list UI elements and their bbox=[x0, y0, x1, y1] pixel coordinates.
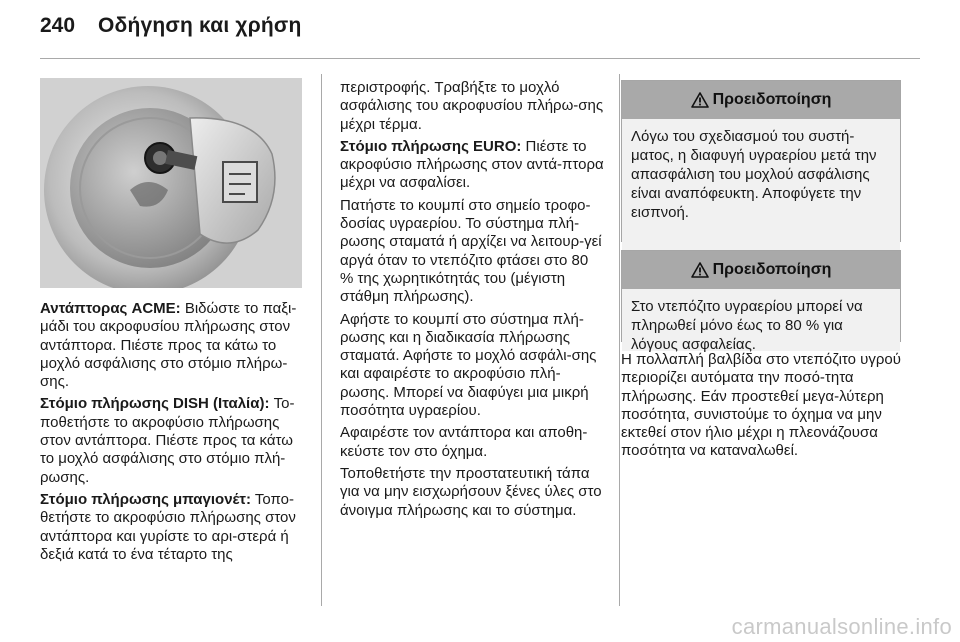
warning-box bbox=[621, 250, 901, 353]
column-3 bbox=[621, 351, 901, 465]
column-divider bbox=[321, 74, 322, 606]
warning-box bbox=[621, 80, 901, 242]
paragraph: Αφαιρέστε τον αντάπτορα και αποθη-κεύστε τον στο όχημα. bbox=[340, 424, 588, 460]
paragraph: περιστροφής. Τραβήξτε το μοχλό ασφάλισης του ακροφυσίου πλήρω-σης μέχρι τέρμα. bbox=[340, 79, 604, 133]
paragraph: Αντάπτορας ACME: Βιδώστε το παξι-μάδι του ακροφυσίου πλήρωσης στον αντάπτορα. Πιέστε προς τα κάτω το μοχλό ασφάλισης στο στόμιο πλήρω-σης. bbox=[40, 300, 297, 391]
page-header bbox=[40, 14, 302, 50]
header-divider bbox=[40, 58, 920, 59]
column-divider bbox=[619, 74, 620, 606]
chapter-title: Οδήγηση και χρήση bbox=[98, 14, 302, 37]
warning-triangle-icon bbox=[691, 92, 709, 108]
warning-header bbox=[622, 251, 900, 289]
fuel-filler-flap-photo bbox=[40, 78, 302, 288]
paragraph: Στόμιο πλήρωσης DISH (Ιταλία): Το-ποθετήστε το ακροφύσιο πλήρωσης στον αντάπτορα. Πιέστε προς τα κάτω το μοχλό ασφάλισης στο στόμιο πλή-ρωσης. bbox=[40, 395, 295, 486]
column-1 bbox=[40, 300, 308, 568]
warning-title: Προειδοποίηση bbox=[712, 91, 832, 108]
paragraph: Στόμιο πλήρωσης EURO: Πιέστε το ακροφύσιο πλήρωσης στον αντά-πτορα μέχρι να ασφαλίσει. bbox=[340, 137, 604, 192]
warning-text: Λόγω του σχεδιασμού του συστή-ματος, η διαφυγή υγραερίου μετά την απασφάλιση του μοχλού ασφάλισης είναι αναπόφευκτη. Αποφύγετε την εισπνοή. bbox=[622, 119, 900, 251]
column-2 bbox=[340, 79, 605, 524]
page-number: 240 bbox=[40, 14, 76, 37]
paragraph: Η πολλαπλή βαλβίδα στο ντεπόζιτο υγρού περιορίζει αυτόματα την ποσό-τητα πλήρωσης. Εάν προστεθεί μεγα-λύτερη ποσότητα, συνιστούμε το όχημα να μην εκτεθεί στον ήλιο μέχρι η πλεονάζουσα ποσότητα να καταναλωθεί. bbox=[621, 351, 901, 460]
watermark: carmanualsonline.info bbox=[731, 614, 952, 639]
paragraph: Πατήστε το κουμπί στο σημείο τροφο-δοσίας υγραερίου. Το σύστημα πλή-ρωσης σταματά ή αρχίζει να λειτουρ-γεί αργά όταν το ντεπόζιτο φτάσει στο 80 % της χωρητικότητάς του (μέγιστη στάθμη πλήρωσης). bbox=[340, 196, 602, 306]
paragraph: Στόμιο πλήρωσης μπαγιονέτ: Τοπο-θετήστε το ακροφύσιο πλήρωσης στον αντάπτορα και γυρίστε το αρι-στερά ή δεξιά κατά το ένα τέταρτο της bbox=[40, 490, 296, 563]
fuel-filler-flap-illustration bbox=[40, 78, 302, 288]
warning-title: Προειδοποίηση bbox=[712, 261, 832, 278]
warning-text: Στο ντεπόζιτο υγραερίου μπορεί να πληρωθεί μόνο έως το 80 % για λόγους ασφαλείας. bbox=[622, 289, 900, 351]
paragraph: Τοποθετήστε την προστατευτική τάπα για να μην εισχωρήσουν ξένες ύλες στο άνοιγμα πλήρωσης και το σύστημα. bbox=[340, 464, 602, 519]
warning-header bbox=[622, 81, 900, 119]
warning-triangle-icon bbox=[691, 262, 709, 278]
paragraph: Αφήστε το κουμπί στο σύστημα πλή-ρωσης και η διαδικασία πλήρωσης σταματά. Αφήστε το μοχλό ασφάλι-σης και αφαιρέστε το ακροφύσιο πλή-ρωσης. Μπορεί να διαφύγει μια μικρή ποσότητα υγραερίου. bbox=[340, 310, 597, 420]
